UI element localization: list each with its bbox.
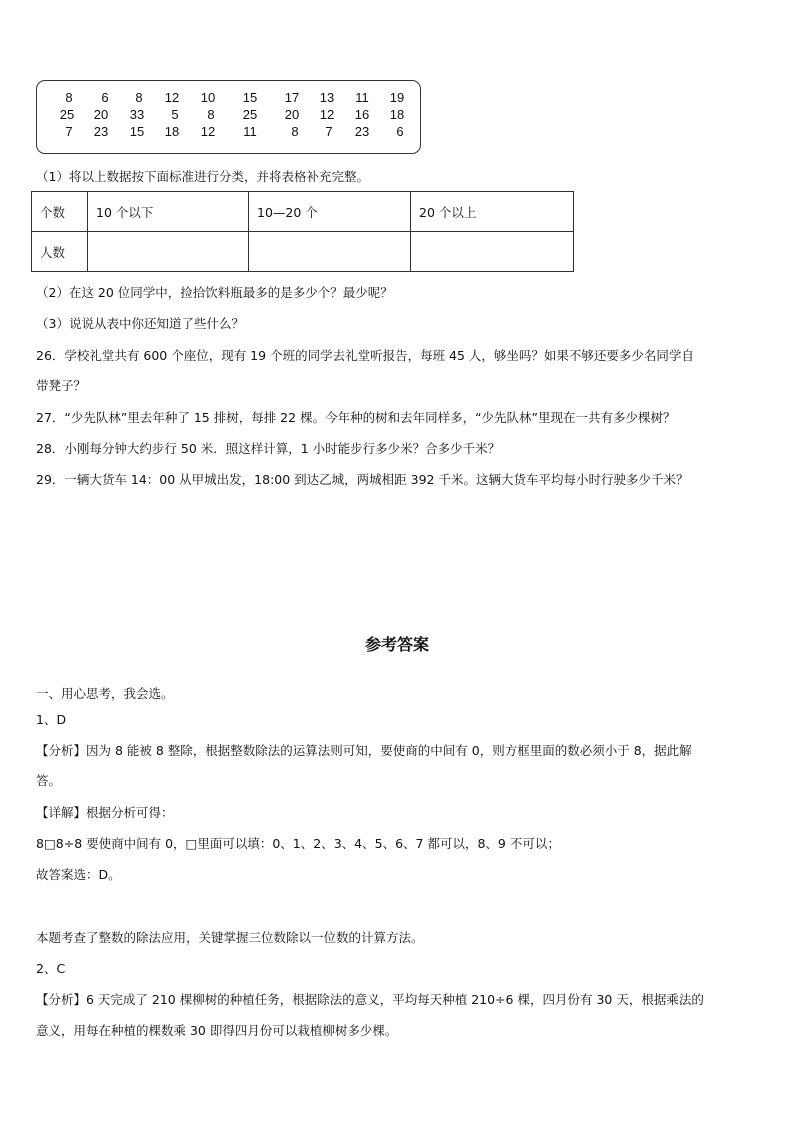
answer-1-detail: 【详解】根据分析可得： [36, 805, 174, 820]
answer-2-label: 2、C [36, 961, 66, 976]
classification-table [31, 191, 574, 272]
data-row-1 [37, 89, 420, 106]
answer-2-analysis-cont: 意义，用每在种植的棵数乘 30 即得四月份可以栽植柳树多少棵。 [36, 1023, 398, 1038]
data-cell: 18 [389, 107, 405, 122]
answers-section-heading: 一、用心思考，我会选。 [36, 686, 174, 701]
answer-2-analysis: 【分析】6 天完成了 210 棵柳树的种植任务，根据除法的意义，平均每天种植 210÷6 棵，四月份有 30 天，根据乘法的 [36, 992, 704, 1007]
table-row [32, 192, 574, 232]
table-header-cell: 10—20 个 [249, 192, 411, 232]
data-cell: 13 [319, 90, 335, 105]
data-cell: 5 [171, 107, 179, 122]
data-cell: 23 [93, 124, 109, 139]
answer-cell-10-20[interactable] [249, 232, 411, 272]
answer-1-summary: 本题考查了整数的除法应用，关键掌握三位数除以一位数的计算方法。 [36, 930, 424, 945]
answer-cell-over-20[interactable] [411, 232, 574, 272]
data-cell: 11 [355, 90, 369, 105]
data-cell: 17 [284, 90, 300, 105]
q25-part2: （2）在这 20 位同学中，捡拾饮料瓶最多的是多少个？最少呢？ [36, 285, 393, 300]
q26-line2: 带凳子？ [36, 378, 87, 393]
data-cell: 15 [242, 90, 258, 105]
data-cell: 8 [207, 107, 215, 122]
answer-1-analysis-cont: 答。 [36, 773, 62, 788]
data-cell: 20 [93, 107, 109, 122]
answer-1-analysis: 【分析】因为 8 能被 8 整除，根据整数除法的运算法则可知，要使商的中间有 0，则方框里面的数必须小于 8，据此解 [36, 743, 692, 758]
q28-text: 28．小刚每分钟大约步行 50 米．照这样计算，1 小时能步行多少米？合多少千米？ [36, 441, 501, 456]
data-cell: 12 [200, 124, 216, 139]
data-number-box [36, 80, 421, 154]
answer-cell-under-10[interactable] [88, 232, 249, 272]
answer-1-conclusion: 故答案选：D。 [36, 867, 121, 882]
data-cell: 11 [243, 124, 257, 139]
data-cell: 15 [129, 124, 145, 139]
table-header-cell: 10 个以下 [88, 192, 249, 232]
data-cell: 6 [396, 124, 404, 139]
data-row-3 [37, 123, 420, 140]
answers-title: 参考答案 [364, 635, 429, 654]
data-cell: 8 [65, 90, 73, 105]
data-cell: 18 [164, 124, 180, 139]
answer-1-label: 1、D [36, 712, 67, 727]
q25-part3: （3）说说从表中你还知道了些什么？ [36, 316, 244, 331]
q27-text: 27．“少先队林”里去年种了 15 排树，每排 22 棵。今年种的树和去年同样多，“少先队林”里现在一共有多少棵树？ [36, 410, 676, 425]
data-cell: 8 [291, 124, 299, 139]
data-cell: 25 [242, 107, 258, 122]
data-cell: 7 [325, 124, 333, 139]
data-row-2 [37, 106, 420, 123]
q29-text: 29．一辆大货车 14：00 从甲城出发，18:00 到达乙城，两城相距 392 千米。这辆大货车平均每小时行驶多少千米？ [36, 472, 689, 487]
table-header-cell: 个数 [32, 192, 88, 232]
q25-part1: （1）将以上数据按下面标准进行分类，并将表格补充完整。 [36, 169, 369, 184]
q26-line1: 26．学校礼堂共有 600 个座位，现有 19 个班的同学去礼堂听报告，每班 45 人，够坐吗？如果不够还要多少名同学自 [36, 348, 694, 363]
data-cell: 25 [59, 107, 75, 122]
data-cell: 12 [164, 90, 180, 105]
table-row [32, 232, 574, 272]
data-cell: 10 [200, 90, 216, 105]
data-cell: 8 [135, 90, 143, 105]
data-cell: 20 [284, 107, 300, 122]
answer-1-work: 8□8÷8 要使商中间有 0，□里面可以填：0、1、2、3、4、5、6、7 都可以，8、9 不可以； [36, 836, 560, 851]
data-cell: 16 [354, 107, 370, 122]
data-cell: 6 [101, 90, 109, 105]
data-cell: 7 [65, 124, 73, 139]
table-row-label: 人数 [32, 232, 88, 272]
table-header-cell: 20 个以上 [411, 192, 574, 232]
data-cell: 19 [389, 90, 405, 105]
data-cell: 33 [129, 107, 145, 122]
data-cell: 12 [319, 107, 335, 122]
data-cell: 23 [354, 124, 370, 139]
